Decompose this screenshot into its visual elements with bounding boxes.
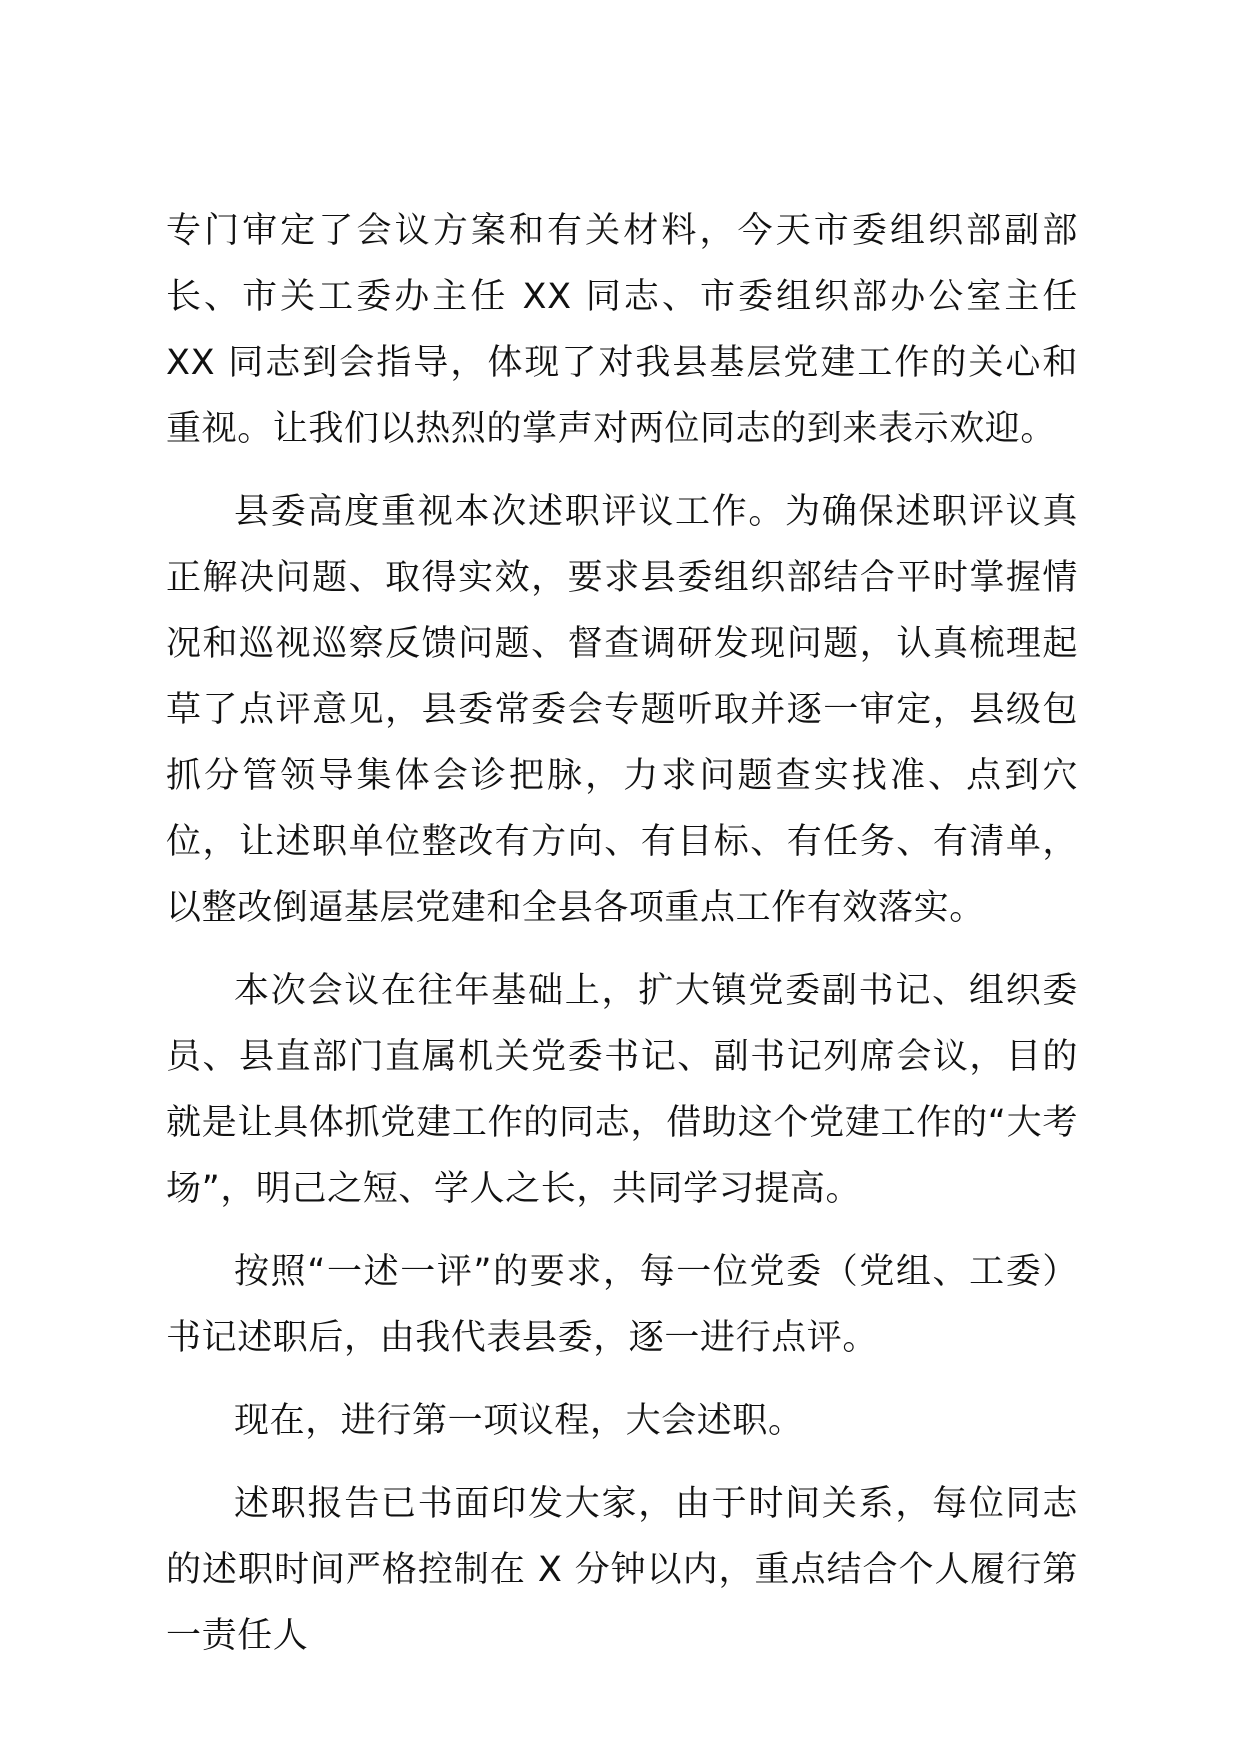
paragraph-1: 专门审定了会议方案和有关材料，今天市委组织部副部长、市关工委办主任 XX 同志、市委组织部办公室主任 XX 同志到会指导，体现了对我县基层党建工作的关心和重视。让我们以热烈的掌声对两位同志的到来表示欢迎。 bbox=[166, 211, 1078, 449]
document-body bbox=[166, 198, 1078, 1686]
paragraph-4: 按照“一述一评”的要求，每一位党委（党组、工委）书记述职后，由我代表县委，逐一进行点评。 bbox=[166, 1252, 1078, 1358]
paragraph-5: 现在，进行第一项议程，大会述职。 bbox=[234, 1401, 804, 1441]
paragraph-2: 县委高度重视本次述职评议工作。为确保述职评议真正解决问题、取得实效，要求县委组织部结合平时掌握情况和巡视巡察反馈问题、督查调研发现问题，认真梳理起草了点评意见，县委常委会专题听取并逐一审定，县级包抓分管领导集体会诊把脉，力求问题查实找准、点到穴位，让述职单位整改有方向、有目标、有任务、有清单，以整改倒逼基层党建和全县各项重点工作有效落实。 bbox=[166, 492, 1078, 928]
paragraph-6: 述职报告已书面印发大家，由于时间关系，每位同志的述职时间严格控制在 X 分钟以内，重点结合个人履行第一责任人 bbox=[166, 1484, 1078, 1656]
paragraph-3: 本次会议在往年基础上，扩大镇党委副书记、组织委员、县直部门直属机关党委书记、副书记列席会议，目的就是让具体抓党建工作的同志，借助这个党建工作的“大考场”，明己之短、学人之长，共同学习提高。 bbox=[166, 971, 1078, 1209]
